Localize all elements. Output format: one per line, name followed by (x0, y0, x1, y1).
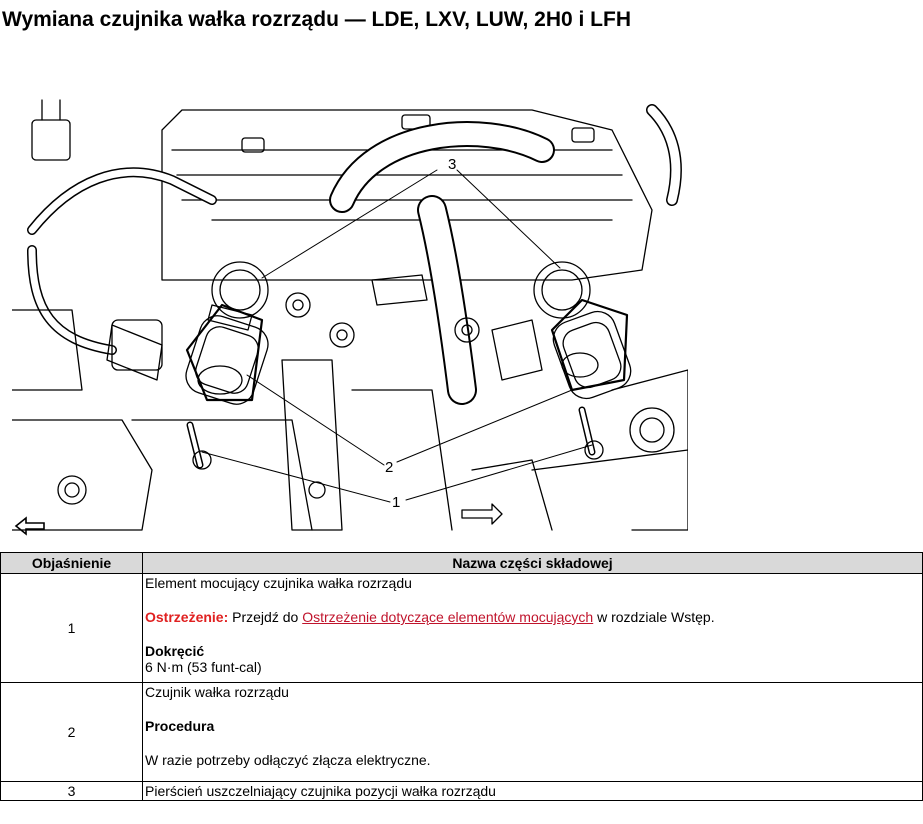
procedure-text: W razie potrzeby odłączyć złącza elektryczne. (145, 752, 431, 768)
callout-3: 3 (448, 156, 457, 173)
table-row (1, 683, 923, 782)
part-name: Element mocujący czujnika wałka rozrządu (145, 575, 412, 591)
warning-note (145, 609, 920, 625)
row-content (143, 782, 923, 801)
row-number: 2 (1, 683, 143, 782)
row-content (143, 683, 923, 782)
callout-1: 1 (392, 494, 401, 511)
procedure-label: Procedura (145, 718, 215, 734)
fastener-warning-link[interactable]: Ostrzeżenie dotyczące elementów mocujących (302, 609, 594, 625)
tighten-value: 6 N·m (53 funt-cal) (145, 659, 262, 675)
part-name: Czujnik wałka rozrządu (145, 684, 289, 700)
callout-2: 2 (385, 459, 394, 476)
row-number: 1 (1, 574, 143, 683)
table-row (1, 574, 923, 683)
back-arrow-icon[interactable] (14, 516, 46, 536)
table-row (1, 782, 923, 801)
header-legend: Objaśnienie (1, 553, 143, 574)
warning-label: Ostrzeżenie: (145, 609, 229, 625)
part-name: Pierścień uszczelniający czujnika pozycji wałka rozrządu (145, 783, 496, 799)
tighten-label: Dokręcić (145, 643, 205, 659)
header-part-name: Nazwa części składowej (143, 553, 923, 574)
row-number: 3 (1, 782, 143, 801)
warning-text-pre: Przejdź do (228, 609, 303, 625)
row-content (143, 574, 923, 683)
engine-illustration (12, 90, 688, 538)
page-title: Wymiana czujnika wałka rozrządu — LDE, LXV, LUW, 2H0 i LFH (2, 8, 631, 31)
warning-text-post: w rozdziale Wstęp. (593, 609, 715, 625)
table-header-row (1, 553, 923, 574)
parts-table (0, 552, 923, 801)
